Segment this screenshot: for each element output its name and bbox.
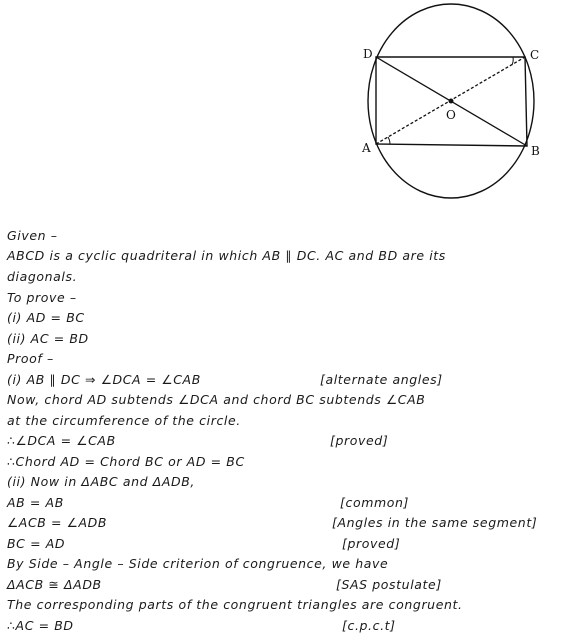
proof-heading: Proof – <box>7 351 54 366</box>
label-d: D <box>363 47 373 61</box>
given-text-cont: diagonals. <box>7 269 78 284</box>
proof-step-11: The corresponding parts of the congruent triangles are congruent. <box>7 597 463 612</box>
proof-step-1: (i) AB ∥ DC ⇒ ∠DCA = ∠CAB <box>7 372 201 387</box>
proof-conclusion: ∴AC = BD <box>7 618 74 633</box>
given-text: ABCD is a cyclic quadriteral in which AB ∥ DC. AC and BD are its <box>7 248 446 263</box>
proof-step-6: AB = AB <box>7 495 64 510</box>
proof-step-9: By Side – Angle – Side criterion of congruence, we have <box>7 556 389 571</box>
to-prove-heading: To prove – <box>7 290 77 305</box>
label-o: O <box>446 108 456 122</box>
proof-step-7: ∠ACB = ∠ADB <box>7 515 108 530</box>
proof-step-2-cont: at the circumference of the circle. <box>7 413 241 428</box>
reason-common: [common] <box>340 495 409 510</box>
label-c: C <box>530 48 540 62</box>
proof-step-3: ∴∠DCA = ∠CAB <box>7 433 116 448</box>
angle-mark-a <box>388 137 390 144</box>
proof-step-4: ∴Chord AD = Chord BC or AD = BC <box>7 454 245 469</box>
angle-mark-c <box>512 57 513 65</box>
reason-proved-1: [proved] <box>330 433 389 448</box>
reason-proved-2: [proved] <box>342 536 401 551</box>
given-heading: Given – <box>7 228 58 243</box>
label-a: A <box>362 141 371 155</box>
reason-same-segment: [Angles in the same segment] <box>332 515 538 530</box>
reason-cpct: [c.p.c.t] <box>342 618 396 633</box>
reason-alternate-angles: [alternate angles] <box>320 372 443 387</box>
to-prove-2: (ii) AC = BD <box>7 331 89 346</box>
center-point <box>449 99 454 104</box>
cyclic-quadrilateral-figure <box>355 0 566 226</box>
to-prove-1: (i) AD = BC <box>7 310 85 325</box>
proof-step-10: ΔACB ≅ ΔADB <box>7 577 102 592</box>
proof-step-2: Now, chord AD subtends ∠DCA and chord BC subtends ∠CAB <box>7 392 426 407</box>
label-b: B <box>531 144 540 158</box>
reason-sas: [SAS postulate] <box>336 577 442 592</box>
proof-step-8: BC = AD <box>7 536 66 551</box>
proof-step-5: (ii) Now in ΔABC and ΔADB, <box>7 474 195 489</box>
